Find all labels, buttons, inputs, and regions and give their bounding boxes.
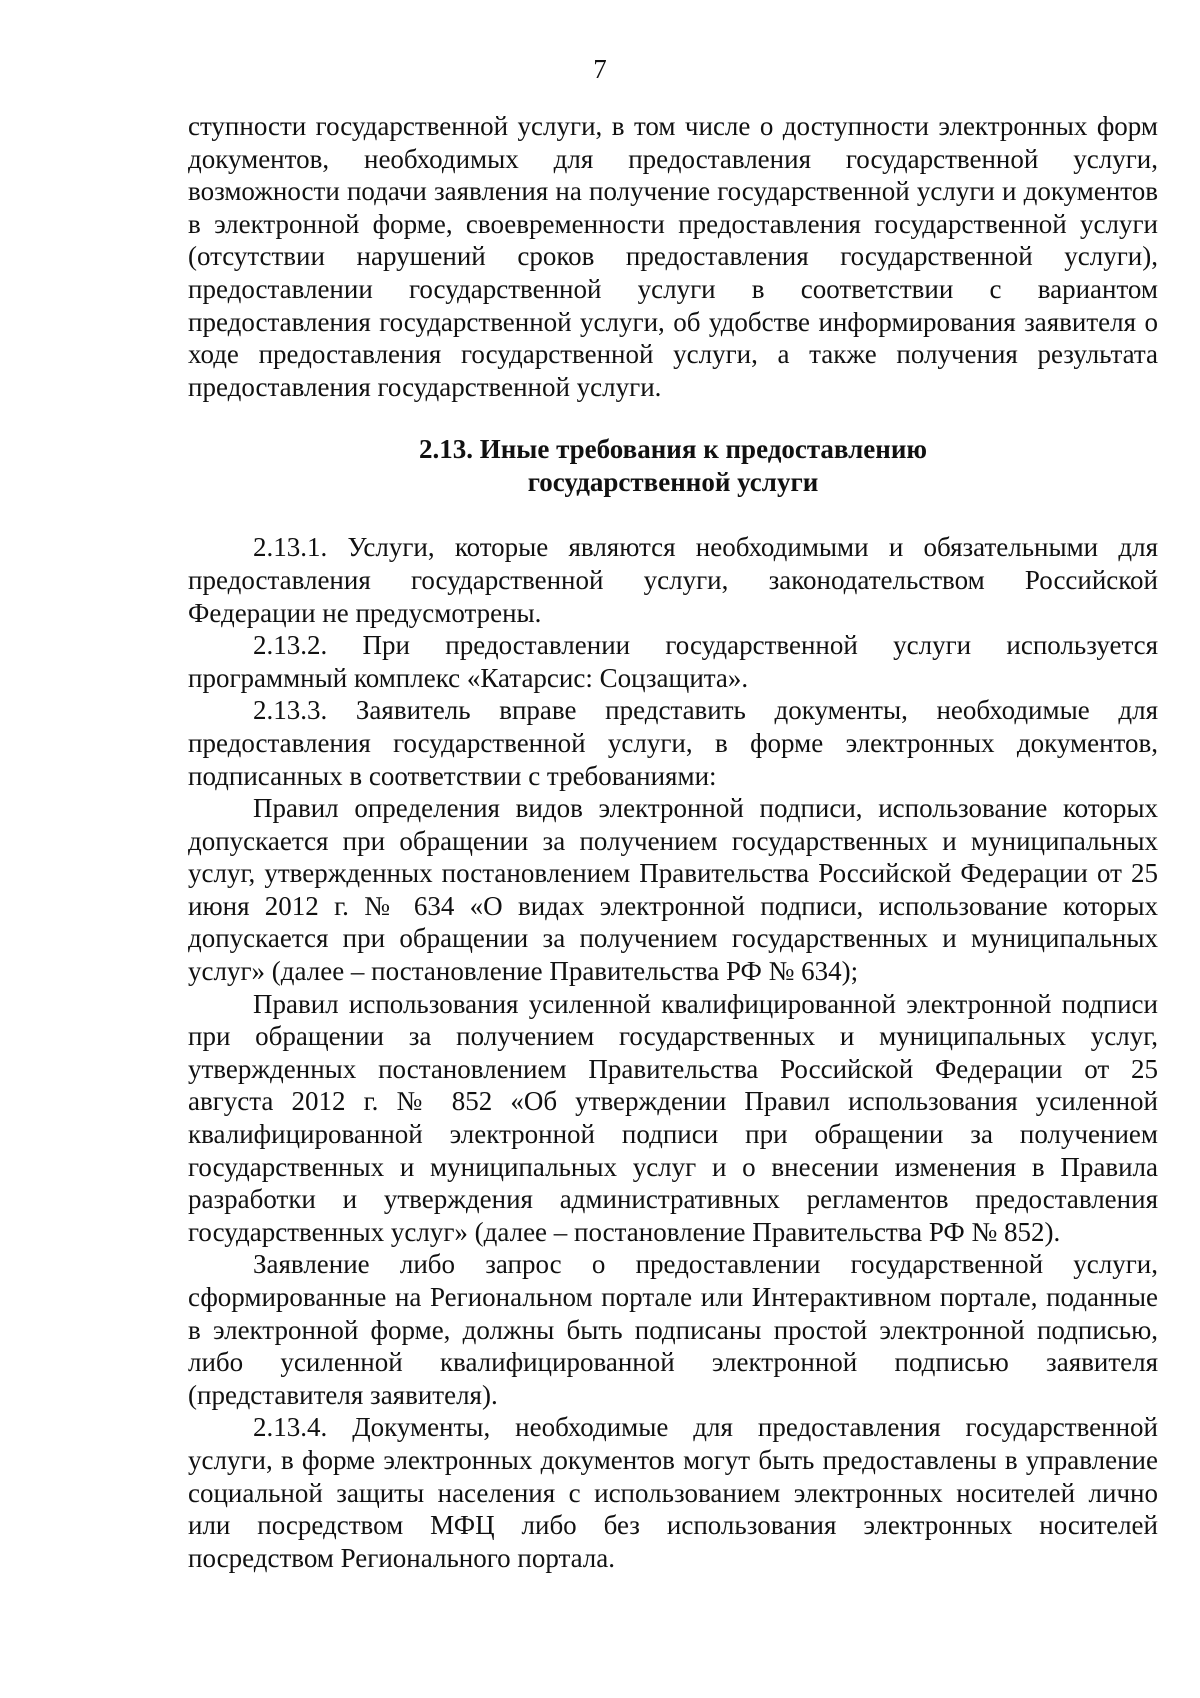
paragraph-2-13-3: 2.13.3. Заявитель вправе представить документы, необходимые для предоставления государственной услуги, в форме электронных документов, подписанных в соответствии с требованиями: bbox=[188, 695, 1158, 791]
paragraph-application-signature: Заявление либо запрос о предоставлении государственной услуги, сформированные на Региональном портале или Интерактивном портале, поданные в электронной форме, должны быть подписаны простой электронной подписью, либо усиленной квалифицированной электронной подписью заявителя (представителя заявителя). bbox=[188, 1249, 1158, 1410]
paragraph-2-13-2: 2.13.2. При предоставлении государственной услуги используется программный комплекс «Катарсис: Соцзащита». bbox=[188, 630, 1158, 693]
paragraph-2-13-1: 2.13.1. Услуги, которые являются необходимыми и обязательными для предоставления государственной услуги, законодательством Российской Федерации не предусмотрены. bbox=[188, 532, 1158, 628]
section-heading bbox=[188, 433, 1158, 499]
page-number: 7 bbox=[593, 54, 607, 84]
paragraph-rules-852: Правил использования усиленной квалифицированной электронной подписи при обращении за получением государственных и муниципальных услуг, утвержденных постановлением Правительства Российской Федерации от 25 августа 2012 г. № 852 «Об утверждении Правил использования усиленной квалифицированной электронной подписи при обращении за получением государственных и муниципальных услуг и о внесении изменения в Правила разработки и утверждения административных регламентов предоставления государственных услуг» (далее – постановление Правительства РФ № 852). bbox=[188, 988, 1158, 1247]
paragraph-continuation: ступности государственной услуги, в том числе о доступности электронных форм документов, необходимых для предоставления государственной услуги, возможности подачи заявления на получение государственной услуги и документов в электронной форме, своевременности предоставления государственной услуги (отсутствии нарушений сроков предоставления государственной услуги), предоставлении государственной услуги в соответствии с вариантом предоставления государственной услуги, об удобстве информирования заявителя о ходе предоставления государственной услуги, а также получения результата предоставления государственной услуги. bbox=[188, 111, 1158, 402]
paragraph-rules-634: Правил определения видов электронной подписи, использование которых допускается при обращении за получением государственных и муниципальных услуг, утвержденных постановлением Правительства Российской Федерации от 25 июня 2012 г. № 634 «О видах электронной подписи, использование которых допускается при обращении за получением государственных и муниципальных услуг» (далее – постановление Правительства РФ № 634); bbox=[188, 793, 1158, 987]
section-heading-line-1: 2.13. Иные требования к предоставлению bbox=[418, 434, 928, 465]
document-body bbox=[188, 110, 1158, 1574]
section-heading-line-2: государственной услуги bbox=[527, 467, 819, 498]
paragraph-2-13-4: 2.13.4. Документы, необходимые для предоставления государственной услуги, в форме электронных документов могут быть предоставлены в управление социальной защиты населения с использованием электронных носителей лично или посредством МФЦ либо без использования электронных носителей посредством Регионального портала. bbox=[188, 1412, 1158, 1573]
